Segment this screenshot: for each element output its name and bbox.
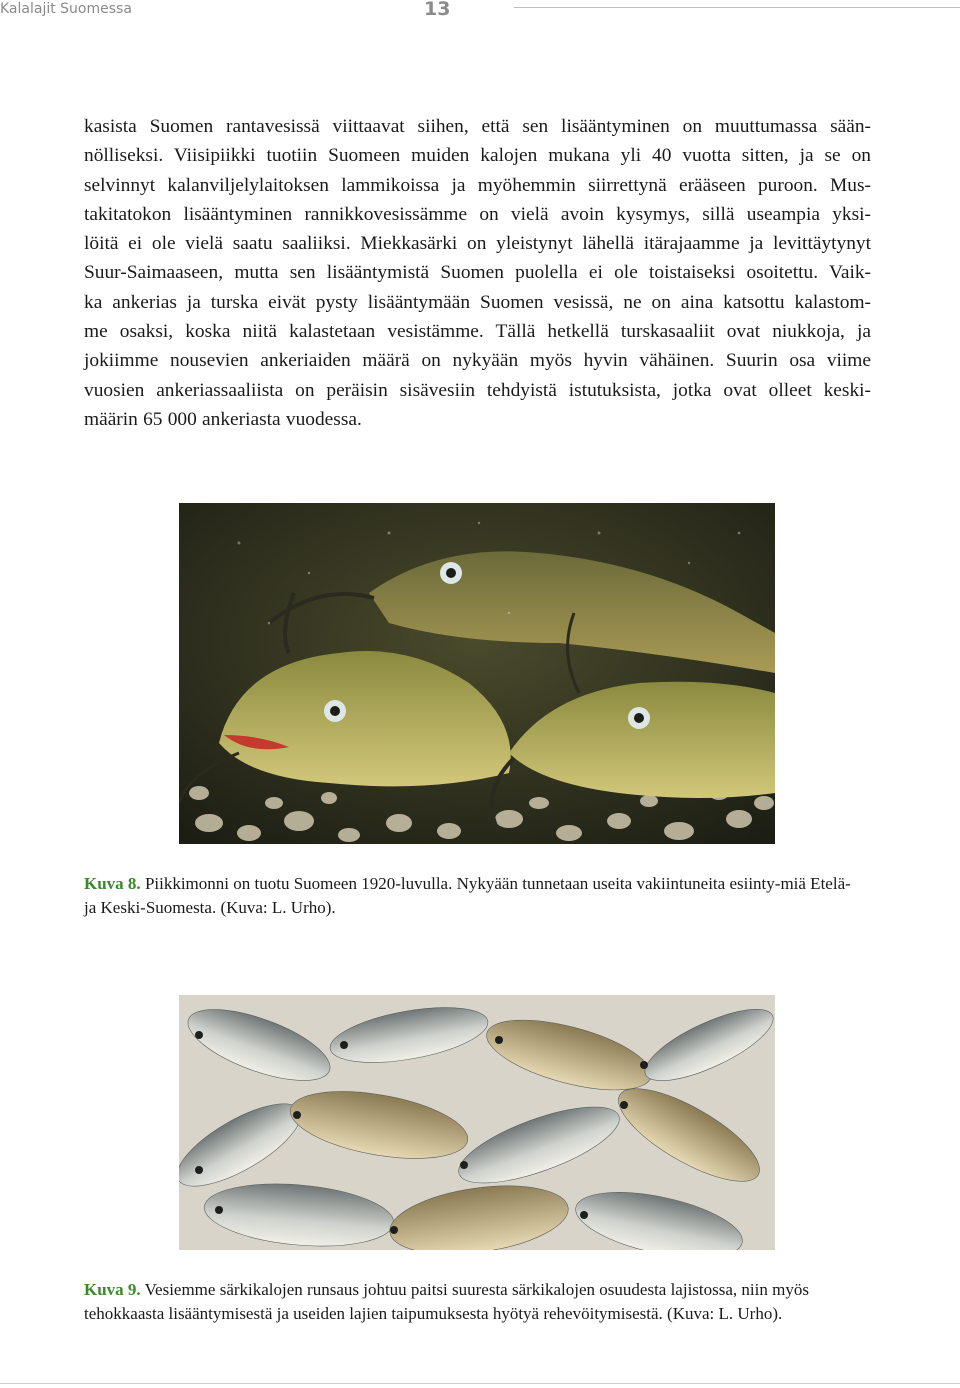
body-line: me osaksi, koska niitä kalastetaan vesistämme. Tällä hetkellä turskasaaliit ovat niukkoja, ja xyxy=(84,321,871,343)
fish-pile-photo xyxy=(179,995,775,1250)
body-line: ka ankerias ja turska eivät pysty lisääntymään Suomen vesissä, ne on aina katsottu kalastom- xyxy=(84,291,871,313)
body-line: Suur-Saimaaseen, mutta sen lisääntymistä Suomen puolella ei ole toistaiseksi osoitettu. Vaik- xyxy=(84,262,871,284)
catfish-photo xyxy=(179,503,775,844)
page-number: 13 xyxy=(424,0,451,20)
figure-caption-text: Vesiemme särkikalojen runsaus johtuu paitsi suuresta särkikalojen osuudesta lajistossa, niin myös tehokkaasta lisääntymisestä ja useiden lajien taipumuksesta hyötyä rehevöitymisestä. (Kuva: L. Urho). xyxy=(84,1280,809,1323)
figure-caption-text: Piikkimonni on tuotu Suomeen 1920-luvulla. Nykyään tunnetaan useita vakiintuneita esiinty-miä Etelä- ja Keski-Suomesta. (Kuva: L. Urho). xyxy=(84,874,851,917)
figure-label: Kuva 8. xyxy=(84,874,141,893)
header-rule xyxy=(514,7,960,8)
figure-label: Kuva 9. xyxy=(84,1280,141,1299)
running-head: Kalalajit Suomessa xyxy=(0,1,132,17)
body-line: takitatokon lisääntyminen rannikkovesissämme on vielä avoin kysymys, sillä useampia yksi- xyxy=(84,203,871,225)
body-line: kasista Suomen rantavesissä viittaavat siihen, että sen lisääntyminen on muuttumassa sään- xyxy=(84,116,871,137)
body-line: vuosien ankeriassaaliista on peräisin sisävesiin tehdyistä istutuksista, jotka ovat olleet keski- xyxy=(84,379,871,401)
body-line: määrin 65 000 ankeriasta vuodessa. xyxy=(84,408,362,430)
body-line: selvinnyt kalanviljelylaitoksen lammikoissa ja myöhemmin siirrettynä erääseen puroon. Mus- xyxy=(84,174,871,196)
body-line: nölliseksi. Viisipiikki tuotiin Suomeen muiden kalojen mukana yli 40 vuotta sitten, ja se on xyxy=(84,145,871,167)
footer-rule xyxy=(0,1383,960,1384)
figure-caption xyxy=(84,872,864,919)
body-paragraph xyxy=(84,112,871,434)
body-line: löitä ei ole vielä saatu saaliiksi. Miekkasärki on yleistynyt lähellä itärajaamme ja levittäytynyt xyxy=(84,233,871,255)
body-line: jokiimme nousevien ankeriaiden määrä on nykyään myös hyvin vähäinen. Suurin osa viime xyxy=(84,350,871,372)
figure-caption xyxy=(84,1278,864,1325)
